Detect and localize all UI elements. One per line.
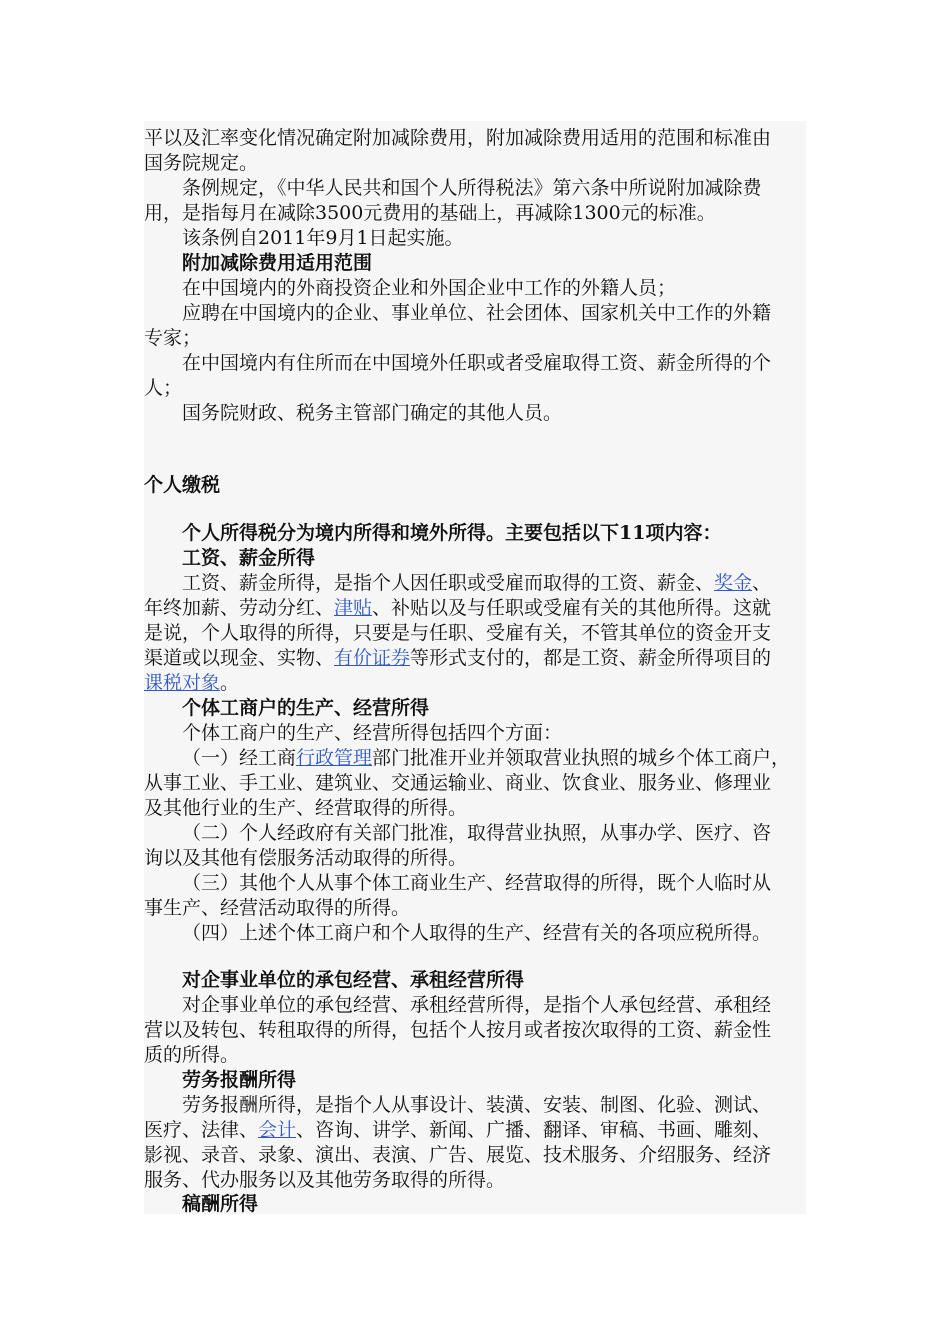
intro-eleven-items: 个人所得税分为境内所得和境外所得。主要包括以下11项内容： <box>182 522 722 544</box>
para-fee-line-1: 平以及汇率变化情况确定附加减除费用，附加减除费用适用的范围和标准由 <box>144 127 772 149</box>
heading-scope: 附加减除费用适用范围 <box>182 252 373 274</box>
wages-text-6: 渠道或以现金、实物、 <box>144 647 335 669</box>
link-allowance[interactable]: 津贴 <box>334 597 373 619</box>
wages-text-8: 。 <box>220 672 240 694</box>
heading-royalty: 稿酬所得 <box>182 1193 259 1214</box>
scope-item-4: 国务院财政、税务主管部门确定的其他人员。 <box>182 402 563 424</box>
contract-line-1: 对企事业单位的承包经营、承租经营所得，是指个人承包经营、承租经 <box>182 994 772 1016</box>
business-item-4: （四）上述个体工商户和个人取得的生产、经营有关的各项应税所得。 <box>182 922 772 944</box>
contract-line-3: 质的所得。 <box>144 1044 240 1066</box>
para-fee-line-2: 国务院规定。 <box>144 152 259 174</box>
scope-item-2-line-1: 应聘在中国境内的企业、事业单位、社会团体、国家机关中工作的外籍 <box>182 302 772 324</box>
wages-line-3: 是说，个人取得的所得，只要是与任职、受雇有关，不管其单位的资金开支 <box>144 622 772 644</box>
link-admin-management[interactable]: 行政管理 <box>296 747 373 769</box>
wages-text-3: 年终加薪、劳动分红、 <box>144 597 335 619</box>
scope-item-1: 在中国境内的外商投资企业和外国企业中工作的外籍人员； <box>182 277 677 299</box>
business-item-2-line-1: （二）个人经政府有关部门批准，取得营业执照，从事办学、医疗、咨 <box>182 822 772 844</box>
scope-item-3-line-1: 在中国境内有住所而在中国境外任职或者受雇取得工资、薪金所得的个 <box>182 352 772 374</box>
labor-text-3: 、咨询、讲学、新闻、广播、翻译、审稿、书画、雕刻、 <box>296 1119 772 1141</box>
labor-line-1: 劳务报酬所得，是指个人从事设计、装潢、安装、制图、化验、测试、 <box>182 1094 772 1116</box>
wages-line-5 <box>144 671 806 696</box>
document-panel <box>144 121 806 1214</box>
wages-text-1: 工资、薪金所得，是指个人因任职或受雇而取得的工资、薪金、 <box>182 572 715 594</box>
scope-item-2-line-2: 专家； <box>144 327 202 349</box>
link-securities[interactable]: 有价证券 <box>334 647 411 669</box>
labor-text-2: 医疗、法律、 <box>144 1119 259 1141</box>
heading-wages: 工资、薪金所得 <box>182 547 316 569</box>
link-bonus[interactable]: 奖金 <box>714 572 753 594</box>
wages-text-7: 等形式支付的，都是工资、薪金所得项目的 <box>410 647 772 669</box>
heading-business: 个体工商户的生产、经营所得 <box>182 697 430 719</box>
heading-personal-tax: 个人缴税 <box>144 474 221 496</box>
labor-line-2 <box>144 1118 806 1143</box>
business-item-1-line-1 <box>144 746 806 771</box>
business-item-1-line-2: 从事工业、手工业、建筑业、交通运输业、商业、饮食业、服务业、修理业 <box>144 772 772 794</box>
labor-line-3: 影视、录音、录象、演出、表演、广告、展览、技术服务、介绍服务、经济 <box>144 1144 772 1166</box>
wages-text-2: 、 <box>752 572 772 594</box>
business-item-1-line-3: 及其他行业的生产、经营取得的所得。 <box>144 797 468 819</box>
link-accounting[interactable]: 会计 <box>258 1119 297 1141</box>
wages-text-4: 、补贴以及与任职或受雇有关的其他所得。这就 <box>372 597 772 619</box>
wages-line-1 <box>144 571 806 596</box>
business-intro: 个体工商户的生产、经营所得包括四个方面： <box>182 722 563 744</box>
para-regulation-line-1: 条例规定，《中华人民共和国个人所得税法》第六条中所说附加减除费 <box>182 177 762 199</box>
para-regulation-line-2: 用，是指每月在减除3500元费用的基础上，再减除1300元的标准。 <box>144 202 716 224</box>
business-1-text-1: （一）经工商 <box>182 747 297 769</box>
labor-line-4: 服务、代办服务以及其他劳务取得的所得。 <box>144 1169 506 1191</box>
business-item-3-line-2: 事生产、经营活动取得的所得。 <box>144 897 411 919</box>
business-item-3-line-1: （三）其他个人从事个体工商业生产、经营取得的所得，既个人临时从 <box>182 872 772 894</box>
heading-contract: 对企事业单位的承包经营、承租经营所得 <box>182 969 525 991</box>
link-tax-object[interactable]: 课税对象 <box>144 672 221 694</box>
business-item-2-line-2: 询以及其他有偿服务活动取得的所得。 <box>144 847 468 869</box>
wages-line-4 <box>144 646 806 671</box>
scope-item-3-line-2: 人； <box>144 377 183 399</box>
para-effective-date: 该条例自2011年9月1日起实施。 <box>182 227 464 249</box>
wages-line-2 <box>144 596 806 621</box>
contract-line-2: 营以及转包、转租取得的所得，包括个人按月或者按次取得的工资、薪金性 <box>144 1019 772 1041</box>
heading-labor: 劳务报酬所得 <box>182 1069 297 1091</box>
business-1-text-2: 部门批准开业并领取营业执照的城乡个体工商户， <box>372 747 791 769</box>
